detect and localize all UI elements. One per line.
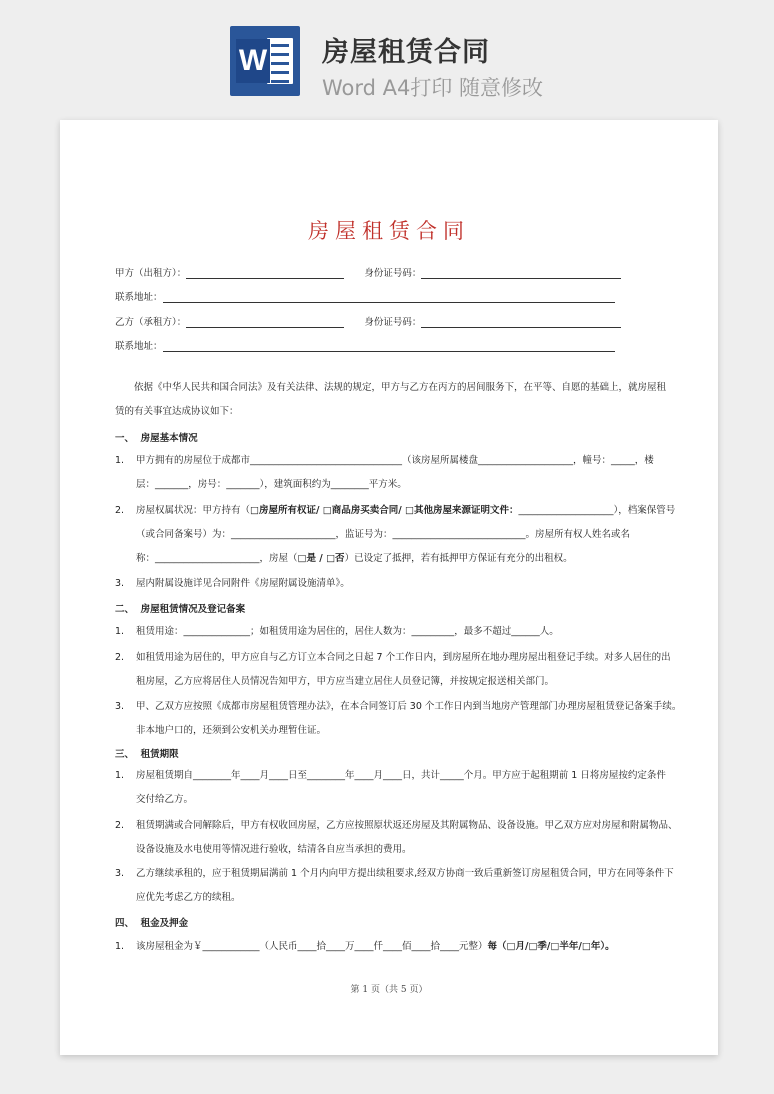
intro-line-2: 赁的有关事宜达成协议如下：: [115, 406, 239, 417]
section-2-title: 房屋租赁情况及登记备案: [140, 604, 246, 615]
s1-item2-mortgage-text: ）已设定了抵押，若有抵押甲方保证有充分的出租权。: [344, 553, 573, 564]
section-3-heading: [115, 746, 179, 760]
party-a-address-row: [115, 289, 615, 305]
mortgage-options[interactable]: □是 / □否: [297, 553, 345, 564]
banner: [0, 0, 774, 115]
party-b-id-label: 身份证号码：: [364, 317, 422, 328]
section-1-title: 房屋基本情况: [140, 433, 198, 444]
s3-item1-line1: 房屋租赁期自________年____月____日至________年____月____日，共计_____个月。甲方应于起租期前 1 日将房屋按约定条件: [136, 770, 666, 781]
party-a-address-field[interactable]: [163, 292, 615, 303]
party-b-address-label: 联系地址：: [115, 341, 163, 352]
banner-subtitle: Word A4打印 随意修改: [322, 76, 544, 100]
party-b-address-field[interactable]: [163, 341, 615, 352]
section-1-heading: [115, 430, 198, 444]
party-a-name-field[interactable]: [186, 268, 344, 279]
section-4-title: 租金及押金: [140, 918, 189, 929]
rent-amount-text: 该房屋租金为￥____________（人民币____拾____万____仟____佰____拾____元整）: [136, 941, 488, 952]
section-3-title: 租赁期限: [140, 749, 179, 760]
s2-item2-line1: 如租赁用途为居住的，甲方应自与乙方订立本合同之日起 7 个工作日内，到房屋所在地办理房屋出租登记手续。对多人居住的出: [136, 652, 671, 663]
party-b-label: 乙方（承租方）：: [115, 317, 187, 328]
item-number: 1.: [115, 941, 125, 952]
party-b-address-row: [115, 338, 615, 354]
rent-period-options[interactable]: 每（□月/□季/□半年/□年）。: [487, 941, 615, 952]
party-a-id-field[interactable]: [421, 268, 621, 279]
party-b-name-field[interactable]: [186, 317, 344, 328]
s1-item2-line3: [136, 551, 573, 567]
s1-item2-owner: 称：______________________，房屋（: [136, 553, 298, 564]
ownership-doc-options[interactable]: □房屋所有权证/ □商品房买卖合同/ □其他房屋来源证明文件：: [250, 505, 519, 516]
s4-item1: [136, 939, 615, 955]
word-app-icon: [230, 26, 300, 96]
word-icon-letter: W: [236, 39, 270, 83]
s3-item1-line2: 交付给乙方。: [136, 794, 194, 805]
s1-item1-line1: 甲方拥有的房屋位于成都市________________________________（该房屋所属楼盘____________________，幢号：_____，楼: [136, 455, 654, 466]
page-footer: 第 1 页（共 5 页）: [350, 985, 428, 995]
section-1-number: 一、: [115, 433, 135, 444]
section-2-number: 二、: [115, 604, 135, 615]
item-number: 1.: [115, 626, 125, 637]
s3-item3-line2: 应优先考虑乙方的续租。: [136, 892, 241, 903]
s1-item2-archive: ____________________），档案保管号: [518, 505, 676, 516]
item-number: 2.: [115, 652, 125, 663]
section-2-heading: [115, 601, 245, 615]
party-a-id-label: 身份证号码：: [364, 268, 422, 279]
party-b-id-field[interactable]: [421, 317, 621, 328]
word-icon-pages: [267, 38, 293, 84]
document-page: [60, 120, 718, 1055]
s1-item2-line1: [136, 503, 675, 519]
item-number: 3.: [115, 701, 125, 712]
s1-item2-line2: （或合同备案号）为：______________________，监证号为：____________________________。房屋所有权人姓名或名: [136, 529, 631, 540]
section-3-number: 三、: [115, 749, 135, 760]
item-number: 1.: [115, 770, 125, 781]
s3-item3-line1: 乙方继续承租的，应于租赁期届满前 1 个月内向甲方提出续租要求,经双方协商一致后重新签订房屋租赁合同，甲方在同等条件下: [136, 868, 674, 879]
s1-item3: 屋内附属设施详见合同附件《房屋附属设施清单》。: [136, 578, 350, 589]
item-number: 2.: [115, 820, 125, 831]
section-4-number: 四、: [115, 918, 135, 929]
s3-item2-line1: 租赁期满或合同解除后，甲方有权收回房屋，乙方应按照原状返还房屋及其附属物品、设备设施。甲乙双方应对房屋和附属物品、: [136, 820, 678, 831]
s3-item2-line2: 设备设施及水电使用等情况进行验收，结清各自应当承担的费用。: [136, 844, 412, 855]
item-number: 2.: [115, 505, 125, 516]
s2-item3-line2: 非本地户口的，还须到公安机关办理暂住证。: [136, 725, 327, 736]
item-number: 1.: [115, 455, 125, 466]
s2-item1: 租赁用途：______________；如租赁用途为居住的，居住人数为：_________，最多不超过______人。: [136, 626, 559, 637]
item-number: 3.: [115, 868, 125, 879]
s1-item1-line2: 层：_______，房号：_______），建筑面积约为________平方米。: [136, 479, 407, 490]
s2-item3-line1: 甲、乙双方应按照《成都市房屋租赁管理办法》，在本合同签订后 30 个工作日内到当地房产管理部门办理房屋租赁登记备案手续。: [136, 701, 682, 712]
section-4-heading: [115, 915, 188, 929]
party-b-row: [115, 314, 621, 330]
s2-item2-line2: 租房屋，乙方应将居住人员情况告知甲方，甲方应当建立居住人员登记簿，并按规定报送相关部门。: [136, 676, 555, 687]
s1-item2-text: 房屋权属状况：甲方持有（: [136, 505, 251, 516]
banner-title: 房屋租赁合同: [322, 37, 490, 68]
document-title: 房屋租赁合同: [308, 219, 470, 243]
party-a-label: 甲方（出租方）：: [115, 268, 187, 279]
item-number: 3.: [115, 578, 125, 589]
party-a-address-label: 联系地址：: [115, 292, 163, 303]
intro-line-1: 依据《中华人民共和国合同法》及有关法律、法规的规定，甲方与乙方在丙方的居间服务下，在平等、自愿的基础上，就房屋租: [134, 382, 667, 393]
party-a-row: [115, 265, 621, 281]
